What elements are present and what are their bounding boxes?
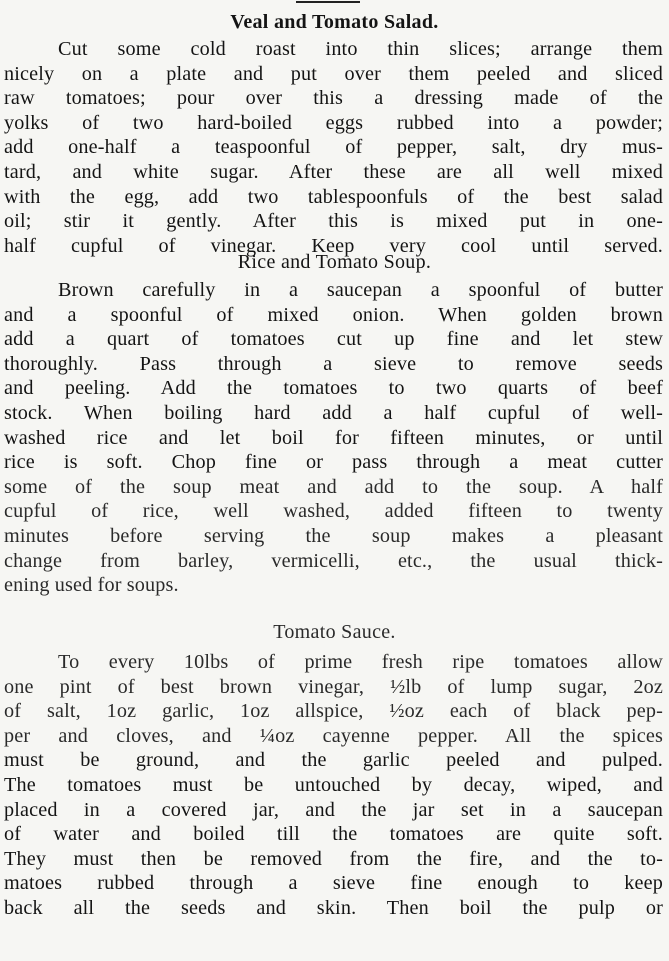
recipe-title: Tomato Sauce. [273,621,396,643]
text-line: of water and boiled till the tomatoes are quite soft. [4,823,663,846]
text-line: tard, and white sugar. After these are all well mixed [4,160,663,183]
text-line: half cupful of vinegar. Keep very cool until served. [4,234,663,257]
text-line: placed in a covered jar, and the jar set in a saucepan [4,798,663,821]
recipe-title: Veal and Tomato Salad. [230,11,439,33]
recipe-rice-and-tomato-soup [0,250,669,598]
text-line: and peeling. Add the tomatoes to two quarts of beef [4,377,663,400]
text-line: back all the seeds and skin. Then boil the pulp or [4,896,663,919]
text-line: yolks of two hard-boiled eggs rubbed into a powder; [4,111,663,134]
text-line: Cut some cold roast into thin slices; arrange them [58,38,663,60]
text-line: cupful of rice, well washed, added fifteen to twenty [4,500,663,523]
text-line: matoes rubbed through a sieve fine enough to keep [4,872,663,895]
text-line: minutes before serving the soup makes a pleasant [4,524,663,547]
text-line: and a spoonful of mixed onion. When golden brown [4,303,663,326]
text-line: one pint of best brown vinegar, ½lb of lump sugar, 2oz [4,675,663,698]
text-line: They must then be removed from the fire, and the to- [4,847,663,870]
text-line: of salt, 1oz garlic, 1oz allspice, ½oz each of black pep- [4,700,663,723]
text-line: some of the soup meat and add to the soup. A half [4,475,663,498]
text-line: rice is soft. Chop fine or pass through a meat cutter [4,451,663,474]
text-line: To every 10lbs of prime fresh ripe tomatoes allow [58,651,663,673]
text-line: ening used for soups. [4,574,179,597]
text-line: raw tomatoes; pour over this a dressing made of the [4,87,663,110]
text-line: add one-half a teaspoonful of pepper, salt, dry mus- [4,136,663,159]
text-line: add a quart of tomatoes cut up fine and let stew [4,328,663,351]
text-line: per and cloves, and ¼oz cayenne pepper. All the spices [4,724,663,747]
text-line: with the egg, add two tablespoonfuls of the best salad [4,185,663,208]
text-line: Brown carefully in a saucepan a spoonful of butter [58,279,663,301]
recipe-tomato-sauce [0,620,669,921]
column-divider-rule [296,1,360,3]
text-line: washed rice and let boil for fifteen minutes, or until [4,426,663,449]
text-line: nicely on a plate and put over them peeled and sliced [4,62,663,85]
text-line: stock. When boiling hard add a half cupful of well- [4,401,663,424]
recipe-veal-and-tomato-salad [0,10,669,258]
text-line: change from barley, vermicelli, etc., the usual thick- [4,549,663,572]
text-line: oil; stir it gently. After this is mixed put in one- [4,210,663,233]
text-line: The tomatoes must be untouched by decay, wiped, and [4,773,663,796]
recipe-title: Rice and Tomato Soup. [237,251,432,273]
text-line: thoroughly. Pass through a sieve to remove seeds [4,352,663,375]
text-line: must be ground, and the garlic peeled and pulped. [4,749,663,772]
